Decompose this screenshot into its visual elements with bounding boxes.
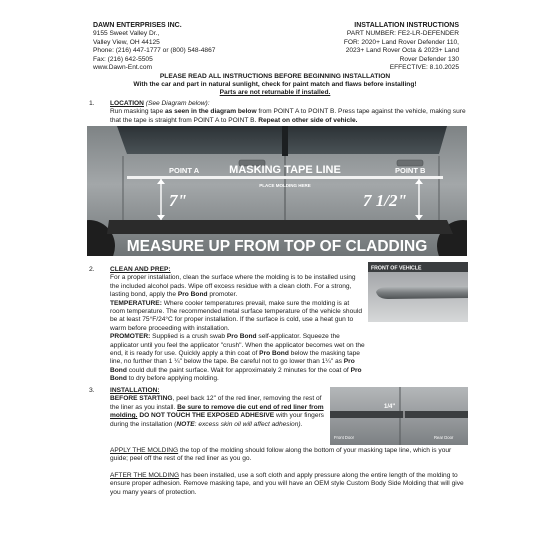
section-3-number: 3. (89, 387, 95, 394)
left-measure-value: 7" (169, 191, 187, 210)
vehicle-diagram (87, 126, 467, 256)
section-1-location (110, 100, 466, 125)
adhesive-warning: DO NOT TOUCH THE EXPOSED ADHESIVE (137, 412, 275, 420)
section-3-installation-a (110, 387, 326, 429)
diagram-caption: MEASURE UP FROM TOP OF CLADDING (126, 238, 428, 255)
molding-photo-front-drawing (368, 262, 468, 322)
front-door-label: Front Door (334, 435, 355, 440)
section-1-text-a: Run masking tape (110, 108, 165, 116)
apply-molding-label: APPLY THE MOLDING (110, 447, 179, 454)
effective-date: EFFECTIVE: 8.10.2025 (389, 64, 459, 72)
after-molding-label: AFTER THE MOLDING (110, 471, 180, 479)
installed-molding (330, 411, 468, 418)
fitment-line-1: FOR: 2020+ Land Rover Defender 110, (343, 38, 459, 46)
fitment-line-2: 2023+ Land Rover Octa & 2023+ Land (345, 47, 459, 55)
note-label: NOTE (176, 420, 195, 428)
section-2-title: CLEAN AND PREP: (110, 266, 171, 273)
document-title: INSTALLATION INSTRUCTIONS (354, 22, 459, 29)
temperature-label: TEMPERATURE: (110, 299, 162, 307)
gap-measure-value: 1/4" (384, 404, 396, 410)
notice-line-3: Parts are not returnable if installed. (219, 89, 331, 97)
section-2-number: 2. (89, 266, 95, 273)
right-measure-value: 7 1/2" (363, 191, 407, 210)
section-3-title: INSTALLATION: (110, 387, 160, 394)
section-1-title: LOCATION (110, 100, 144, 107)
notice-line-1: PLEASE READ ALL INSTRUCTIONS BEFORE BEGINNING INSTALLATION (159, 73, 391, 80)
section-2-para-1: For a proper installation, clean the surface where the molding is to be installed using the included alcohol pads. Wipe off excess residue with a clean cloth. For a strong, lasting bond, apply the (110, 274, 356, 299)
address-line-2: Valley View, OH 44125 (93, 38, 160, 46)
molding-photo-doors (330, 387, 468, 445)
lower-cladding (107, 220, 453, 234)
promoter-text-4: could dull the paint surface. Wait for approximately 2 minutes for the coat of (126, 366, 351, 374)
promoter-pro-bond-1: Pro Bond (226, 333, 257, 341)
before-starting-label: BEFORE STARTING (110, 395, 173, 403)
section-2-para-1-end: promoter. (207, 291, 238, 299)
apply-molding-text: the top of the molding should follow along the bottom of your masking tape line, which is your guide; peel off the rest of the red liner as you go. (110, 447, 452, 463)
section-2-pro-bond: Pro Bond (177, 291, 208, 299)
promoter-text-5: to dry before applying molding. (126, 375, 219, 383)
notice-line-2: With the car and part in natural sunlight, check for paint match and flaws before installing! (133, 81, 417, 89)
after-molding-text: has been installed, use a soft cloth and apply pressure along the entire length of the molding to ensure proper adhesion. Remove masking tape, and you will have an OEM style Custom Body Side Molding that will give you many years of protection. (110, 471, 464, 496)
masking-tape-label: MASKING TAPE LINE (229, 164, 341, 176)
point-a-label: POINT A (169, 166, 200, 175)
section-1-text-c: from POINT A to POINT B. Press tape against the vehicle, making sure that the tape is straight from POINT A to POINT B. (110, 108, 466, 124)
note-text: : excess skin oil will affect adhesion). (194, 420, 303, 428)
section-1-text-d: Repeat on other side of vehicle. (258, 116, 358, 124)
website-line: www.Dawn-Ent.com (93, 64, 152, 72)
address-line-1: 9155 Sweet Valley Dr., (93, 30, 160, 38)
part-number: PART NUMBER: FE2-LR-DEFENDER (346, 30, 459, 38)
fingers-text: with your fingers during the installation ( (110, 412, 324, 428)
molding-photo-front (368, 262, 468, 322)
section-3-installation-b (110, 447, 468, 497)
b-pillar (282, 126, 288, 156)
notice-block (90, 73, 460, 98)
section-1-number: 1. (89, 100, 95, 107)
rear-door-label: Rear Door (434, 435, 454, 440)
point-b-label: POINT B (395, 166, 426, 175)
promoter-pro-bond-3: Pro Bond (110, 358, 355, 374)
molding-photo-doors-drawing (330, 387, 468, 445)
promoter-label: PROMOTER: (110, 333, 151, 341)
section-1-text-b: as seen in the diagram below (164, 108, 257, 116)
masking-tape-line (127, 176, 443, 179)
molding-end (376, 286, 468, 299)
fitment-line-3: Rover Defender 130 (399, 55, 459, 63)
fax-line: Fax: (216) 642-5505 (93, 55, 153, 63)
section-2-clean-prep-a (110, 266, 366, 384)
place-molding-label: PLACE MOLDING HERE (259, 183, 311, 188)
promoter-text-1: Supplied is a crush swab (150, 333, 227, 341)
promoter-pro-bond-2: Pro Bond (259, 350, 289, 358)
section-1-title-note: (See Diagram below): (143, 100, 210, 107)
temperature-text: Where cooler temperatures prevail, make sure the molding is at room temperature. The recommended metal surface temperature of the vehicle should be at least 75°F/24°C for proper installation. If the surface is cold, use a heat gun to warm before proceeding with installation. (110, 299, 363, 332)
promoter-pro-bond-4: Pro Bond (110, 366, 362, 383)
phone-line: Phone: (216) 447-1777 or (800) 548-4867 (93, 47, 216, 55)
die-cut-warning: Be sure to remove die cut end of red liner from molding. (110, 403, 324, 420)
promoter-text-2: self-applicator. Squeeze the applicator until you feel the applicator "crush". When the applicator becomes wet on the end, it is ready for use. Quickly apply a thin coat of (110, 333, 365, 358)
vehicle-diagram-drawing (87, 126, 467, 256)
promoter-text-3: below the masking tape line, no further than 1 ¼" below the tape. Be careful not to go lower than 1¼" as (110, 350, 360, 366)
document-info-block (249, 22, 459, 72)
company-name: DAWN ENTERPRISES INC. (93, 22, 182, 29)
before-starting-text: , peel back 12" of the red liner, removing the rest of the liner as you install. (110, 395, 322, 411)
front-of-vehicle-label: FRONT OF VEHICLE (371, 265, 422, 272)
